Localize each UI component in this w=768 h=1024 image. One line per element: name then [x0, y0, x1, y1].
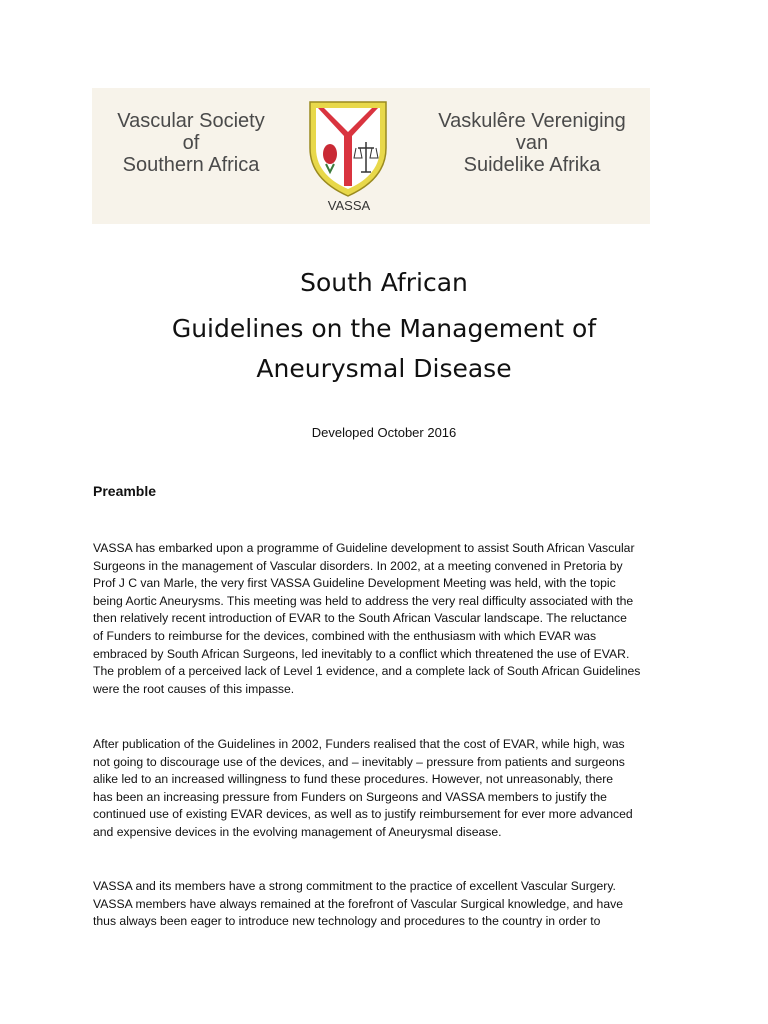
- text-line: being Aortic Aneurysms. This meeting was held to address the very real difficulty associated with the: [93, 593, 634, 608]
- crest-label: VASSA: [327, 198, 371, 213]
- document-title-line-1: South African: [300, 268, 468, 297]
- banner-right-line: van: [515, 132, 549, 154]
- vassa-crest-icon: [306, 98, 390, 210]
- text-line: not going to discourage use of the devices, and – inevitably – pressure from patients and surgeons: [93, 754, 625, 769]
- text-line: alike led to an increased willingness to fund these procedures. However, not unreasonably, there: [93, 772, 614, 787]
- text-line: Prof J C van Marle, the very first VASSA Guideline Development Meeting was held, with the topic: [93, 576, 616, 591]
- banner-left-line: Southern Africa: [122, 154, 260, 176]
- section-heading-preamble: Preamble: [93, 483, 157, 499]
- paragraph-1: [93, 540, 683, 698]
- text-line: has been an increasing pressure from Funders on Surgeons and VASSA members to justify the: [93, 789, 607, 804]
- document-title-line-3: Aneurysmal Disease: [256, 354, 512, 383]
- banner-right-line: Suidelike Afrika: [463, 154, 601, 176]
- paragraph-3: [93, 878, 683, 931]
- text-line: VASSA members have always remained at the forefront of Vascular Surgical knowledge, and have: [93, 896, 623, 911]
- banner-english-name: [106, 110, 276, 176]
- text-line: were the root causes of this impasse.: [93, 681, 295, 696]
- text-line: of Funders to reimburse for the devices, combined with the enthusiasm with which EVAR was: [93, 628, 597, 643]
- text-line: embraced by South African Surgeons, led inevitably to a conflict which threatened the use of EVAR.: [93, 646, 630, 661]
- banner-left-line: Vascular Society: [117, 110, 265, 132]
- society-banner: [92, 88, 650, 224]
- text-line: The problem of a perceived lack of Level 1 evidence, and a complete lack of South African Guidelines: [93, 664, 641, 679]
- text-line: then relatively recent introduction of EVAR to the South African Vascular landscape. The reluctance: [93, 611, 627, 626]
- text-line: thus always been eager to introduce new technology and procedures to the country in order to: [93, 914, 601, 929]
- text-line: continued use of existing EVAR devices, as well as to justify reimbursement for ever more advanced: [93, 807, 633, 822]
- text-line: Surgeons in the management of Vascular disorders. In 2002, at a meeting convened in Pretoria by: [93, 558, 623, 573]
- text-line: VASSA and its members have a strong commitment to the practice of excellent Vascular Surgery.: [93, 879, 616, 893]
- text-line: VASSA has embarked upon a programme of Guideline development to assist South African Vascular: [93, 541, 635, 555]
- developed-date: Developed October 2016: [311, 425, 457, 440]
- paragraph-2: [93, 736, 683, 842]
- banner-left-line: of: [182, 132, 200, 154]
- banner-afrikaans-name: [426, 110, 638, 176]
- text-line: and expensive devices in the evolving management of Aneurysmal disease.: [93, 824, 502, 839]
- document-title-line-2: Guidelines on the Management of: [171, 314, 597, 343]
- text-line: After publication of the Guidelines in 2002, Funders realised that the cost of EVAR, while high, was: [93, 737, 625, 751]
- banner-right-line: Vaskulêre Vereniging: [438, 110, 626, 132]
